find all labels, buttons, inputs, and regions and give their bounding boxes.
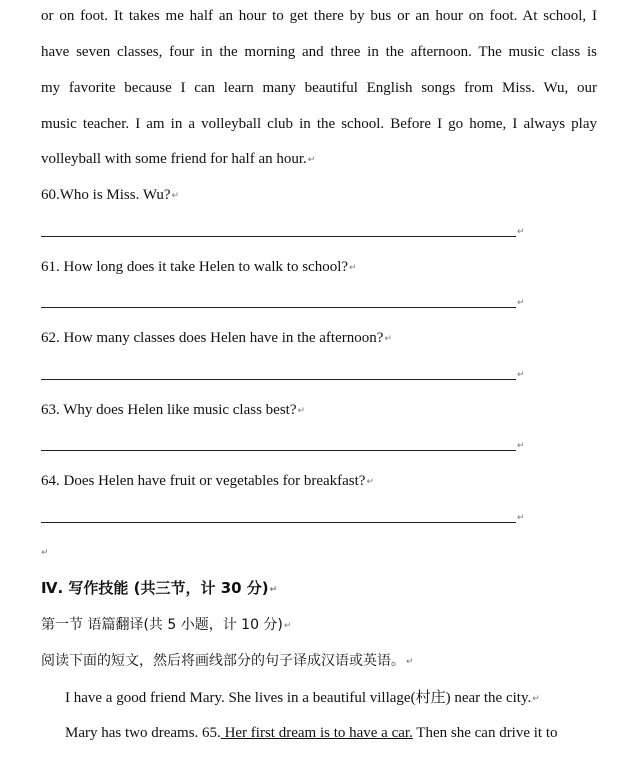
paragraph-mark-icon: ↵ <box>307 155 316 165</box>
question-text: 62. How many classes does Helen have in the afternoon? <box>41 330 384 346</box>
answer-line-63[interactable] <box>41 450 516 451</box>
question-61 <box>41 257 357 278</box>
answer-line-60[interactable] <box>41 236 516 237</box>
instruction-text: 阅读下面的短文，然后将画线部分的句子译成汉语或英语。 <box>41 653 405 669</box>
paragraph-mark-icon: ↵ <box>406 657 414 667</box>
passage-line: have seven classes, four in the morning and three in the afternoon. The music class is <box>41 44 597 60</box>
question-60 <box>41 185 179 206</box>
passage-line: or on foot. It takes me half an hour to get there by bus or an hour on foot. At school, I <box>41 8 597 24</box>
translation-text: I have a good friend Mary. She lives in a beautiful village(村庄) near the city. <box>65 690 532 706</box>
question-text: 63. Why does Helen like music class best? <box>41 402 297 418</box>
paragraph-mark-icon: ↵ <box>269 585 278 595</box>
paragraph-mark-icon: ↵ <box>297 406 306 416</box>
paragraph-mark-icon: ↵ <box>532 694 540 704</box>
section-heading <box>41 578 277 600</box>
paragraph-mark-icon: ↵ <box>349 263 357 273</box>
paragraph-mark-icon: ↵ <box>384 334 392 344</box>
paragraph-mark-icon: ↵ <box>517 370 525 380</box>
passage-line-text: volleyball with some friend for half an hour. <box>41 151 307 167</box>
question-62 <box>41 328 392 349</box>
passage-line <box>41 149 315 170</box>
answer-line-62[interactable] <box>41 379 516 380</box>
passage-line: my favorite because I can learn many beautiful English songs from Miss. Wu, our <box>41 80 597 96</box>
translation-line-1 <box>65 688 540 709</box>
part-title <box>41 615 291 636</box>
part-title-text: 第一节 语篇翻译(共 5 小题，计 10 分) <box>41 617 283 633</box>
paragraph-mark-icon: ↵ <box>283 621 292 631</box>
answer-line-64[interactable] <box>41 522 516 523</box>
passage-line: music teacher. I am in a volleyball club in the school. Before I go home, I always play <box>41 116 597 132</box>
underlined-sentence-65: Her first dream is to have a car. <box>220 725 413 741</box>
paragraph-mark-icon: ↵ <box>41 548 49 558</box>
question-text: 64. Does Helen have fruit or vegetables for breakfast? <box>41 473 366 489</box>
section-heading-text: Ⅳ. 写作技能 (共三节，计 30 分) <box>41 579 269 597</box>
paragraph-mark-icon: ↵ <box>517 227 525 237</box>
paragraph-mark-icon: ↵ <box>517 298 525 308</box>
paragraph-mark-icon: ↵ <box>171 191 180 201</box>
question-text: 60.Who is Miss. Wu? <box>41 187 171 203</box>
translation-line-2 <box>65 723 558 743</box>
paragraph-mark-icon: ↵ <box>517 441 525 451</box>
paragraph-mark-icon: ↵ <box>517 513 525 523</box>
question-text: 61. How long does it take Helen to walk to school? <box>41 259 349 275</box>
question-64 <box>41 471 374 492</box>
translation-text: Then she can drive it to <box>412 725 558 741</box>
question-63 <box>41 400 305 421</box>
translation-text: Mary has two dreams. 65. <box>65 725 221 741</box>
paragraph-mark-icon: ↵ <box>366 477 374 487</box>
instruction <box>41 651 414 672</box>
answer-line-61[interactable] <box>41 307 516 308</box>
